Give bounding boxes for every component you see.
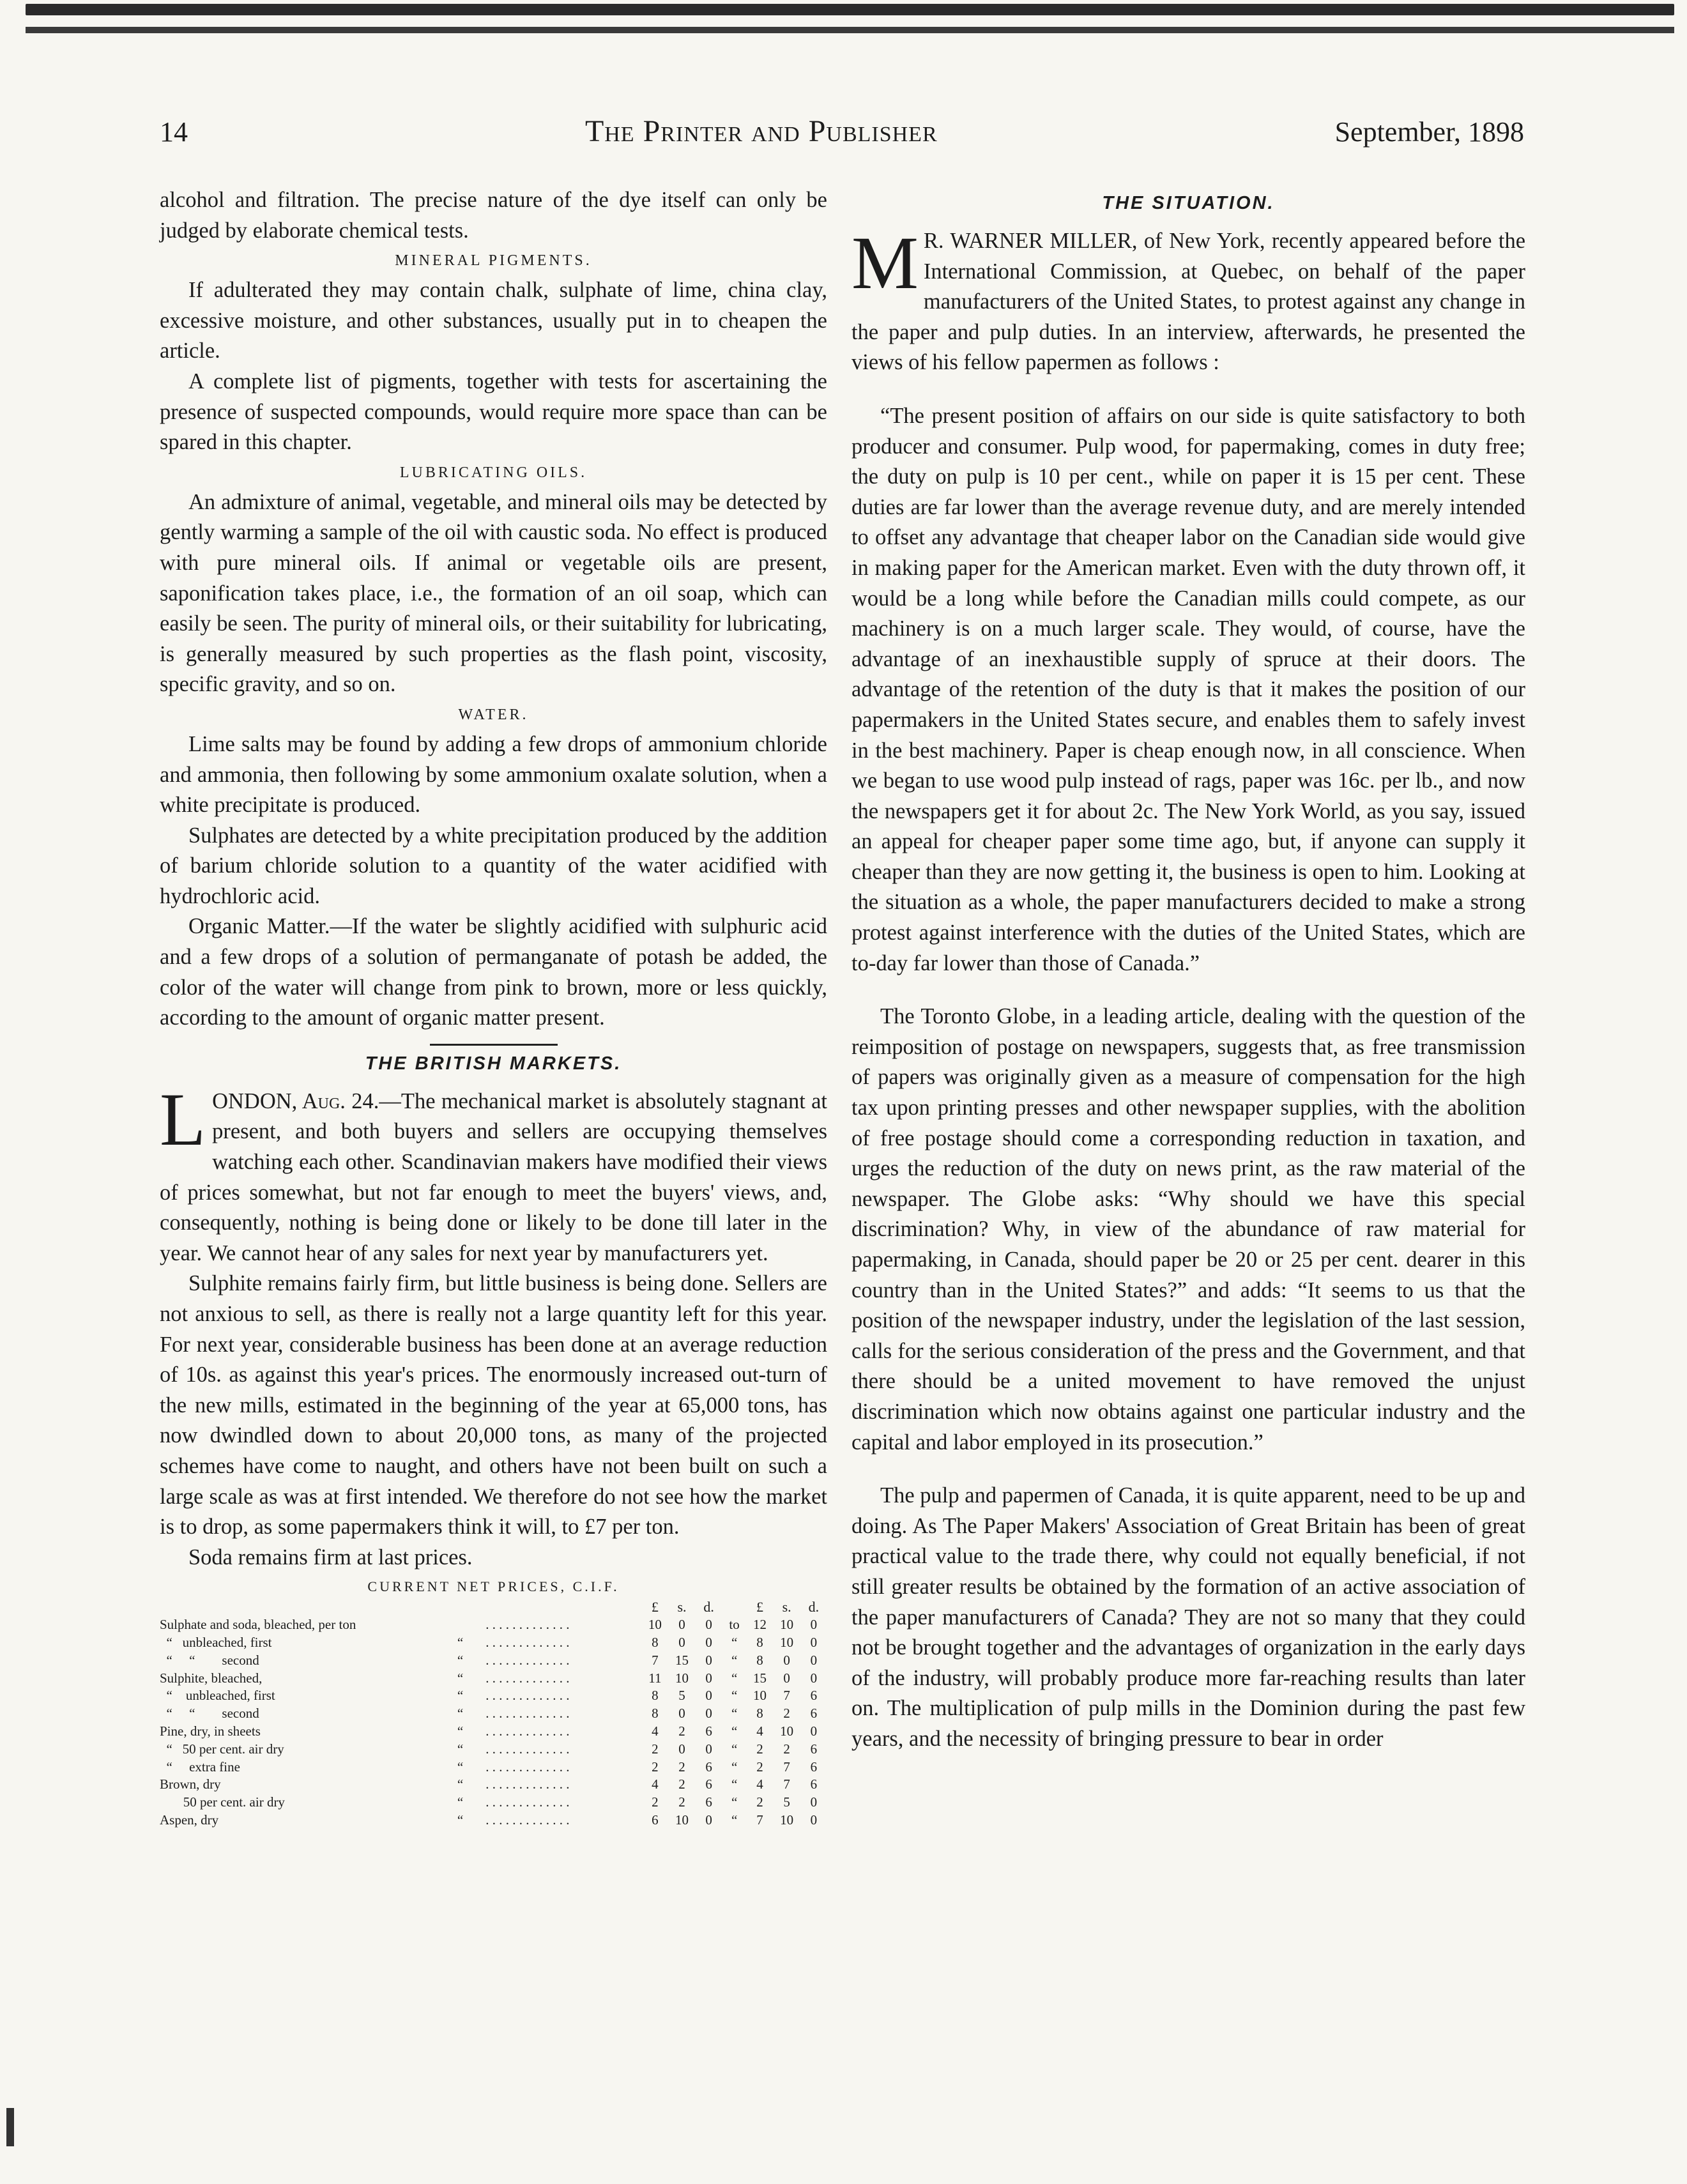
price-row — [160, 1687, 827, 1705]
range-separator: “ — [731, 1670, 738, 1686]
price-low-pounds: 8 — [652, 1634, 659, 1650]
unit: £ — [651, 1599, 659, 1615]
range-separator: “ — [731, 1812, 738, 1828]
paragraph: alcohol and filtration. The precise nature of the dye itself can only be judged by elaborate chemical tests. — [160, 188, 827, 243]
paragraph: Sulphates are detected by a white precipitation produced by the addition of barium chloride solution to a quantity of the water acidified with hydrochloric acid. — [160, 823, 827, 908]
price-item-label: “ unbleached, first — [160, 1688, 275, 1704]
price-low-shillings: 0 — [678, 1706, 685, 1722]
dateline: ONDON, Aug. 24. — [212, 1088, 379, 1113]
price-high-pence: 6 — [810, 1741, 818, 1757]
price-low-shillings: 2 — [678, 1794, 685, 1810]
price-high-shillings: 2 — [783, 1741, 790, 1757]
price-high-shillings: 0 — [783, 1652, 790, 1668]
price-low-pounds: 8 — [652, 1688, 659, 1704]
page-number: 14 — [160, 116, 188, 148]
range-separator: “ — [731, 1688, 738, 1704]
price-row — [160, 1776, 827, 1794]
lead-name: R. WARNER MILLER, — [923, 229, 1138, 253]
price-high-pence: 6 — [810, 1688, 818, 1704]
price-low-pence: 6 — [705, 1723, 712, 1739]
price-high-pounds: 12 — [753, 1617, 767, 1633]
price-row — [160, 1759, 827, 1776]
leader-dots: . . . . . . . . . . . . . — [485, 1776, 570, 1792]
price-low-pounds: 4 — [652, 1723, 659, 1739]
price-high-pounds: 2 — [756, 1794, 763, 1810]
price-low-shillings: 2 — [678, 1759, 685, 1775]
price-low-pence: 6 — [705, 1794, 712, 1810]
price-item-label: Sulphate and soda, bleached, per ton — [160, 1617, 356, 1633]
paragraph-lead — [851, 221, 1526, 378]
price-low-shillings: 0 — [678, 1741, 685, 1757]
price-low-pence: 6 — [705, 1759, 712, 1775]
unit: s. — [677, 1599, 687, 1615]
price-high-pence: 6 — [810, 1759, 818, 1775]
price-high-pence: 0 — [810, 1617, 818, 1633]
price-high-shillings: 10 — [780, 1812, 794, 1828]
price-item-label: “ 50 per cent. air dry — [160, 1741, 284, 1757]
price-item-label: “ unbleached, first — [160, 1634, 272, 1650]
ditto-mark: “ — [457, 1670, 464, 1686]
price-low-pounds: 6 — [652, 1812, 659, 1828]
price-low-shillings: 15 — [675, 1652, 689, 1668]
paragraph: Sulphite remains fairly firm, but little business is being done. Sellers are not anxious to sell, as there is really not a large quantity left for this year. For next year, considerable business has been done at an average reduction of 10s. as against this year's prices. The enormously increased out-turn of the new mills, estimated in the beginning of the year at 65,000 tons, has now dwindled down to about 20,000 tons, as many of the projected schemes have come to naught, and others have not been built on such a large scale as was at first intended. We therefore do not see how the market is to drop, as some papermakers think it will, to £7 per ton. — [160, 1271, 827, 1539]
range-separator: “ — [731, 1634, 738, 1650]
price-low-pounds: 8 — [652, 1706, 659, 1722]
left-column — [160, 185, 827, 1829]
price-high-pence: 0 — [810, 1670, 818, 1686]
scan-margin-mark — [6, 2108, 14, 2146]
price-low-pence: 0 — [705, 1812, 712, 1828]
leader-dots: . . . . . . . . . . . . . — [485, 1812, 570, 1828]
paragraph: A complete list of pigments, together with tests for ascertaining the presence of suspected compounds, would require more space than can be spared in this chapter. — [160, 369, 827, 455]
price-low-pence: 6 — [705, 1776, 712, 1792]
price-high-pounds: 7 — [756, 1812, 763, 1828]
price-high-pounds: 8 — [756, 1706, 763, 1722]
price-high-pence: 0 — [810, 1652, 818, 1668]
price-low-pounds: 2 — [652, 1759, 659, 1775]
section-title-situation: THE SITUATION. — [1102, 193, 1275, 213]
price-high-shillings: 5 — [783, 1794, 790, 1810]
price-high-pounds: 2 — [756, 1741, 763, 1757]
price-low-shillings: 0 — [678, 1617, 685, 1633]
price-item-label: “ “ second — [160, 1652, 259, 1668]
drop-cap: M — [851, 221, 919, 305]
price-high-shillings: 2 — [783, 1706, 790, 1722]
lead-text: —The mechanical market is absolutely stagnant at present, and both buyers and sellers are occupying themselves watching each other. Scandinavian makers have modified their views of prices somewhat, but not far enough to meet the buyers' views, and, consequently, nothing is being done or likely to be done till later in the year. We cannot hear of any sales for next year by manufacturers yet. — [160, 1088, 827, 1265]
range-separator: “ — [731, 1741, 738, 1757]
price-high-pence: 6 — [810, 1706, 818, 1722]
scan-edge-bar — [26, 4, 1674, 15]
price-high-shillings: 10 — [780, 1723, 794, 1739]
price-item-label: Brown, dry — [160, 1776, 221, 1792]
ditto-mark: “ — [457, 1688, 464, 1704]
price-low-pounds: 4 — [652, 1776, 659, 1792]
price-low-pence: 0 — [705, 1670, 712, 1686]
paragraph: Organic Matter.—If the water be slightly acidified with sulphuric acid and a few drops of a solution of permanganate of potash be added, the color of the water will change from pink to brown, more or less quickly, according to the amount of organic matter present. — [160, 914, 827, 1030]
issue-date: September, 1898 — [1334, 116, 1524, 148]
paragraph: The Toronto Globe, in a leading article, dealing with the question of the reimposition of postage on newspapers, suggests that, as free transmission of papers was originally given as a measure of compensation for the high tax upon printing presses and other newspaper supplies, with the abolition of free postage should come a corresponding reduction in taxation, and urges the reduction of the duty on news print, as the raw material of the newspaper. The Globe asks: “Why should we have this special discrimination? Why, in view of the abundance of raw material for papermaking, in Canada, should paper be 20 or 25 per cent. dearer in this country than in the United States?” and adds: “It seems to us that the position of the newspaper industry, under the legislation of the last session, calls for the serious consideration of the press and the Government, and that there should be a united movement to have removed the unjust discrimination which now obtains against one particular industry and the capital and labor employed in its prosecution.” — [851, 1004, 1525, 1455]
price-low-shillings: 10 — [675, 1670, 689, 1686]
unit: d. — [808, 1599, 820, 1615]
price-row — [160, 1634, 827, 1652]
paragraph: Lime salts may be found by adding a few drops of ammonium chloride and ammonia, then following by some ammonium oxalate solution, when a white precipitate is produced. — [160, 731, 827, 818]
price-high-shillings: 0 — [783, 1670, 790, 1686]
leader-dots: . . . . . . . . . . . . . — [485, 1723, 570, 1739]
leader-dots: . . . . . . . . . . . . . — [485, 1652, 570, 1668]
subhead-water: WATER. — [458, 706, 529, 723]
price-item-label: “ extra fine — [160, 1759, 240, 1775]
range-separator: to — [729, 1617, 740, 1633]
price-low-pence: 0 — [705, 1652, 712, 1668]
price-high-pence: 0 — [810, 1794, 818, 1810]
price-high-pence: 0 — [810, 1812, 818, 1828]
section-divider — [430, 1044, 558, 1046]
running-header — [160, 114, 1524, 158]
leader-dots: . . . . . . . . . . . . . — [485, 1741, 570, 1757]
leader-dots: . . . . . . . . . . . . . — [485, 1634, 570, 1650]
leader-dots: . . . . . . . . . . . . . — [485, 1794, 570, 1810]
ditto-mark: “ — [457, 1812, 464, 1828]
price-high-shillings: 7 — [783, 1776, 790, 1792]
ditto-mark — [457, 1616, 485, 1634]
price-row — [160, 1741, 827, 1759]
range-separator: “ — [731, 1776, 738, 1792]
price-low-pence: 0 — [705, 1634, 712, 1650]
paragraph: If adulterated they may contain chalk, sulphate of lime, china clay, excessive moisture, and other substances, usually put in to cheapen the article. — [160, 278, 827, 363]
ditto-mark: “ — [457, 1706, 464, 1722]
ditto-mark: “ — [457, 1723, 464, 1739]
price-low-pounds: 7 — [652, 1652, 659, 1668]
leader-dots: . . . . . . . . . . . . . — [485, 1617, 570, 1633]
paragraph-lead — [160, 1077, 827, 1269]
price-high-shillings: 10 — [780, 1617, 794, 1633]
price-low-pounds: 2 — [652, 1794, 659, 1810]
price-row — [160, 1670, 827, 1688]
price-high-shillings: 10 — [780, 1634, 794, 1650]
range-separator: “ — [731, 1723, 738, 1739]
price-item-label: Sulphite, bleached, — [160, 1670, 263, 1686]
ditto-mark: “ — [457, 1776, 464, 1792]
price-table-units — [160, 1598, 827, 1616]
price-low-pence: 0 — [705, 1688, 712, 1704]
price-row — [160, 1705, 827, 1723]
price-table — [160, 1598, 827, 1829]
price-item-label: “ “ second — [160, 1706, 259, 1722]
leader-dots: . . . . . . . . . . . . . — [485, 1759, 570, 1775]
price-high-pence: 0 — [810, 1723, 818, 1739]
price-low-shillings: 10 — [675, 1812, 689, 1828]
unit: £ — [756, 1599, 764, 1615]
price-low-pence: 0 — [705, 1741, 712, 1757]
price-low-pounds: 10 — [648, 1617, 662, 1633]
ditto-mark: “ — [457, 1741, 464, 1757]
price-low-pounds: 11 — [648, 1670, 662, 1686]
price-high-pounds: 15 — [753, 1670, 767, 1686]
drop-cap: L — [160, 1077, 206, 1161]
range-separator: “ — [731, 1652, 738, 1668]
price-row — [160, 1616, 827, 1634]
price-item-label: 50 per cent. air dry — [160, 1794, 285, 1810]
paragraph: Soda remains firm at last prices. — [188, 1545, 473, 1569]
price-item-label: Aspen, dry — [160, 1812, 219, 1828]
lead-text: of New York, recently appeared before the International Commission, at Quebec, on behalf of the paper manufacturers of the United States, to protest against any change in the paper and pulp duties. In an interview, afterwards, he presented the views of his fellow papermen as follows : — [851, 229, 1526, 375]
ditto-mark: “ — [457, 1634, 464, 1650]
price-row — [160, 1794, 827, 1812]
price-high-pounds: 8 — [756, 1652, 763, 1668]
ditto-mark: “ — [457, 1759, 464, 1775]
price-row — [160, 1723, 827, 1741]
price-high-pounds: 4 — [756, 1776, 763, 1792]
leader-dots: . . . . . . . . . . . . . — [485, 1706, 570, 1722]
range-separator: “ — [731, 1794, 738, 1810]
price-high-pounds: 2 — [756, 1759, 763, 1775]
price-high-pounds: 4 — [756, 1723, 763, 1739]
paragraph: An admixture of animal, vegetable, and mineral oils may be detected by gently warming a sample of the oil with caustic soda. No effect is produced with pure mineral oils. If animal or vegetable oils are present, saponification takes place, i.e., the formation of an oil soap, which can easily be seen. The purity of mineral oils, or their suitability for lubricating, is generally measured by such properties as the flash point, viscosity, specific gravity, and so on. — [160, 489, 827, 697]
subhead-lubricating-oils: LUBRICATING OILS. — [399, 464, 588, 481]
price-high-pence: 0 — [810, 1634, 818, 1650]
price-high-shillings: 7 — [783, 1688, 790, 1704]
price-low-shillings: 2 — [678, 1776, 685, 1792]
price-row — [160, 1812, 827, 1829]
price-low-pence: 0 — [705, 1617, 712, 1633]
price-low-shillings: 2 — [678, 1723, 685, 1739]
price-low-shillings: 0 — [678, 1634, 685, 1650]
subhead-mineral-pigments: MINERAL PIGMENTS. — [395, 252, 592, 270]
section-title-british-markets: THE BRITISH MARKETS. — [365, 1053, 622, 1074]
leader-dots: . . . . . . . . . . . . . — [485, 1670, 570, 1686]
leader-dots: . . . . . . . . . . . . . — [485, 1688, 570, 1704]
unit: s. — [782, 1599, 791, 1615]
price-high-pounds: 8 — [756, 1634, 763, 1650]
ditto-mark: “ — [457, 1652, 464, 1668]
price-item-label: Pine, dry, in sheets — [160, 1723, 261, 1739]
price-table-title: CURRENT NET PRICES, C.I.F. — [367, 1578, 620, 1595]
price-low-pence: 0 — [705, 1706, 712, 1722]
range-separator: “ — [731, 1759, 738, 1775]
right-column — [851, 185, 1525, 1755]
ditto-mark: “ — [457, 1794, 464, 1810]
price-low-shillings: 5 — [678, 1688, 685, 1704]
paragraph: The pulp and papermen of Canada, it is quite apparent, need to be up and doing. As The Paper Makers' Association of Great Britain has been of great practical value to the trade there, why could not equally beneficial, if not still greater results be obtained by the formation of an active association of the paper manufacturers of Canada? They are not so many that they could not be brought together and the advantages of organization in the early days of the industry, will probably produce more far-reaching results than later on. The multiplication of pulp mills in the Dominion during the past few years, and the necessity of bringing pressure to bear in order — [851, 1483, 1525, 1751]
price-high-pounds: 10 — [753, 1688, 767, 1704]
unit: d. — [703, 1599, 714, 1615]
scan-edge-rule — [26, 27, 1674, 33]
publication-title: The Printer and Publisher — [584, 114, 938, 148]
range-separator: “ — [731, 1706, 738, 1722]
price-low-pounds: 2 — [652, 1741, 659, 1757]
price-high-shillings: 7 — [783, 1759, 790, 1775]
price-row — [160, 1652, 827, 1670]
paragraph-quote: “The present position of affairs on our side is quite satisfactory to both producer and consumer. Pulp wood, for papermaking, comes in duty free; the duty on pulp is 10 per cent., while on paper it is 15 per cent. These duties are far lower than the average revenue duty, and are merely intended to offset any advantage that cheaper labor on the Canadian side would give in making paper for the American market. Even with the duty thrown off, it would be a long while before the Canadian mills could compete, as our machinery is on a much larger scale. They would, of course, have the advantage of an inexhaustible supply of spruce at their doors. The advantage of the retention of the duty is that it makes the position of our papermakers in the United States secure, and enables them to safely invest in the best machinery. Paper is cheap enough now, in all conscience. When we began to use wood pulp instead of rags, paper was 16c. per lb., and now the newspapers get it for about 2c. The New York World, as you say, issued an appeal for cheaper paper some time ago, but, if anyone can supply it cheaper than they are now getting it, the business is open to him. Looking at the situation as a whole, the paper manufacturers decided to make a strong protest against interference with the duties of the United States, which are to-day far lower than those of Canada.” — [851, 403, 1525, 975]
price-high-pence: 6 — [810, 1776, 818, 1792]
